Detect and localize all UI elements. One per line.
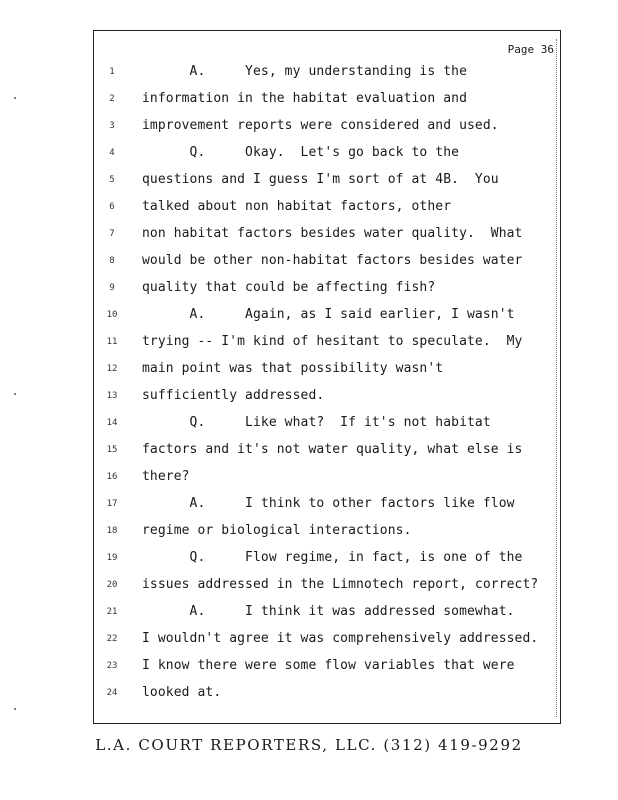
line-text: I wouldn't agree it was comprehensively addressed. [142,631,539,646]
line-text: talked about non habitat factors, other [142,199,452,214]
transcript-line [94,118,560,138]
line-text: non habitat factors besides water quality. What [142,226,523,241]
transcript-line [94,388,560,408]
line-text: A. I think to other factors like flow [142,496,515,511]
line-number: 7 [109,229,115,239]
line-text: would be other non-habitat factors besides water [142,253,523,268]
transcript-line [94,523,560,543]
line-text: quality that could be affecting fish? [142,280,436,295]
transcript-line [94,64,560,84]
line-number: 3 [109,121,115,131]
line-text: improvement reports were considered and used. [142,118,499,133]
transcript-line [94,685,560,705]
line-number: 23 [106,661,118,671]
court-reporter-footer: L.A. COURT REPORTERS, LLC. (312) 419-9292 [95,736,523,754]
transcript-line [94,172,560,192]
line-number: 8 [109,256,115,266]
line-text: I know there were some flow variables that were [142,658,515,673]
transcript-line [94,145,560,165]
transcript-line [94,496,560,516]
transcript-line [94,91,560,111]
line-number: 11 [106,337,118,347]
transcript-line [94,604,560,624]
line-text: questions and I guess I'm sort of at 4B. You [142,172,499,187]
line-text: A. Yes, my understanding is the [142,64,467,79]
line-number: 19 [106,553,118,563]
line-text: main point was that possibility wasn't [142,361,444,376]
transcript-line [94,361,560,381]
line-text: A. Again, as I said earlier, I wasn't [142,307,515,322]
line-number: 14 [106,418,118,428]
line-number: 9 [109,283,115,293]
line-number: 1 [109,67,115,77]
scan-speck [14,97,16,99]
line-text: regime or biological interactions. [142,523,412,538]
transcript-line [94,253,560,273]
line-text: Q. Like what? If it's not habitat [142,415,491,430]
line-text: information in the habitat evaluation and [142,91,467,106]
transcript-line [94,658,560,678]
line-text: looked at. [142,685,222,700]
transcript-page-frame [93,30,561,724]
line-number: 16 [106,472,118,482]
transcript-line [94,469,560,489]
transcript-line [94,442,560,462]
line-number: 12 [106,364,118,374]
line-number: 4 [109,148,115,158]
line-text: trying -- I'm kind of hesitant to speculate. My [142,334,523,349]
line-text: Q. Flow regime, in fact, is one of the [142,550,523,565]
transcript-line [94,334,560,354]
transcript-line [94,415,560,435]
line-text: A. I think it was addressed somewhat. [142,604,515,619]
scan-speck [14,708,16,710]
transcript-line [94,199,560,219]
line-number: 18 [106,526,118,536]
line-number: 20 [106,580,118,590]
transcript-line [94,631,560,651]
line-text: sufficiently addressed. [142,388,325,403]
line-text: issues addressed in the Limnotech report, correct? [142,577,539,592]
line-number: 21 [106,607,118,617]
line-number: 22 [106,634,118,644]
scan-speck [14,393,16,395]
line-number: 13 [106,391,118,401]
line-number: 2 [109,94,115,104]
transcript-line [94,280,560,300]
transcript-line [94,550,560,570]
transcript-line [94,307,560,327]
line-number: 24 [106,688,118,698]
line-number: 6 [109,202,115,212]
line-number: 17 [106,499,118,509]
page-number: Page 36 [507,43,554,56]
line-number: 15 [106,445,118,455]
line-text: there? [142,469,190,484]
line-text: Q. Okay. Let's go back to the [142,145,460,160]
line-number: 5 [109,175,115,185]
line-text: factors and it's not water quality, what else is [142,442,523,457]
line-number: 10 [106,310,118,320]
transcript-line [94,226,560,246]
transcript-line [94,577,560,597]
